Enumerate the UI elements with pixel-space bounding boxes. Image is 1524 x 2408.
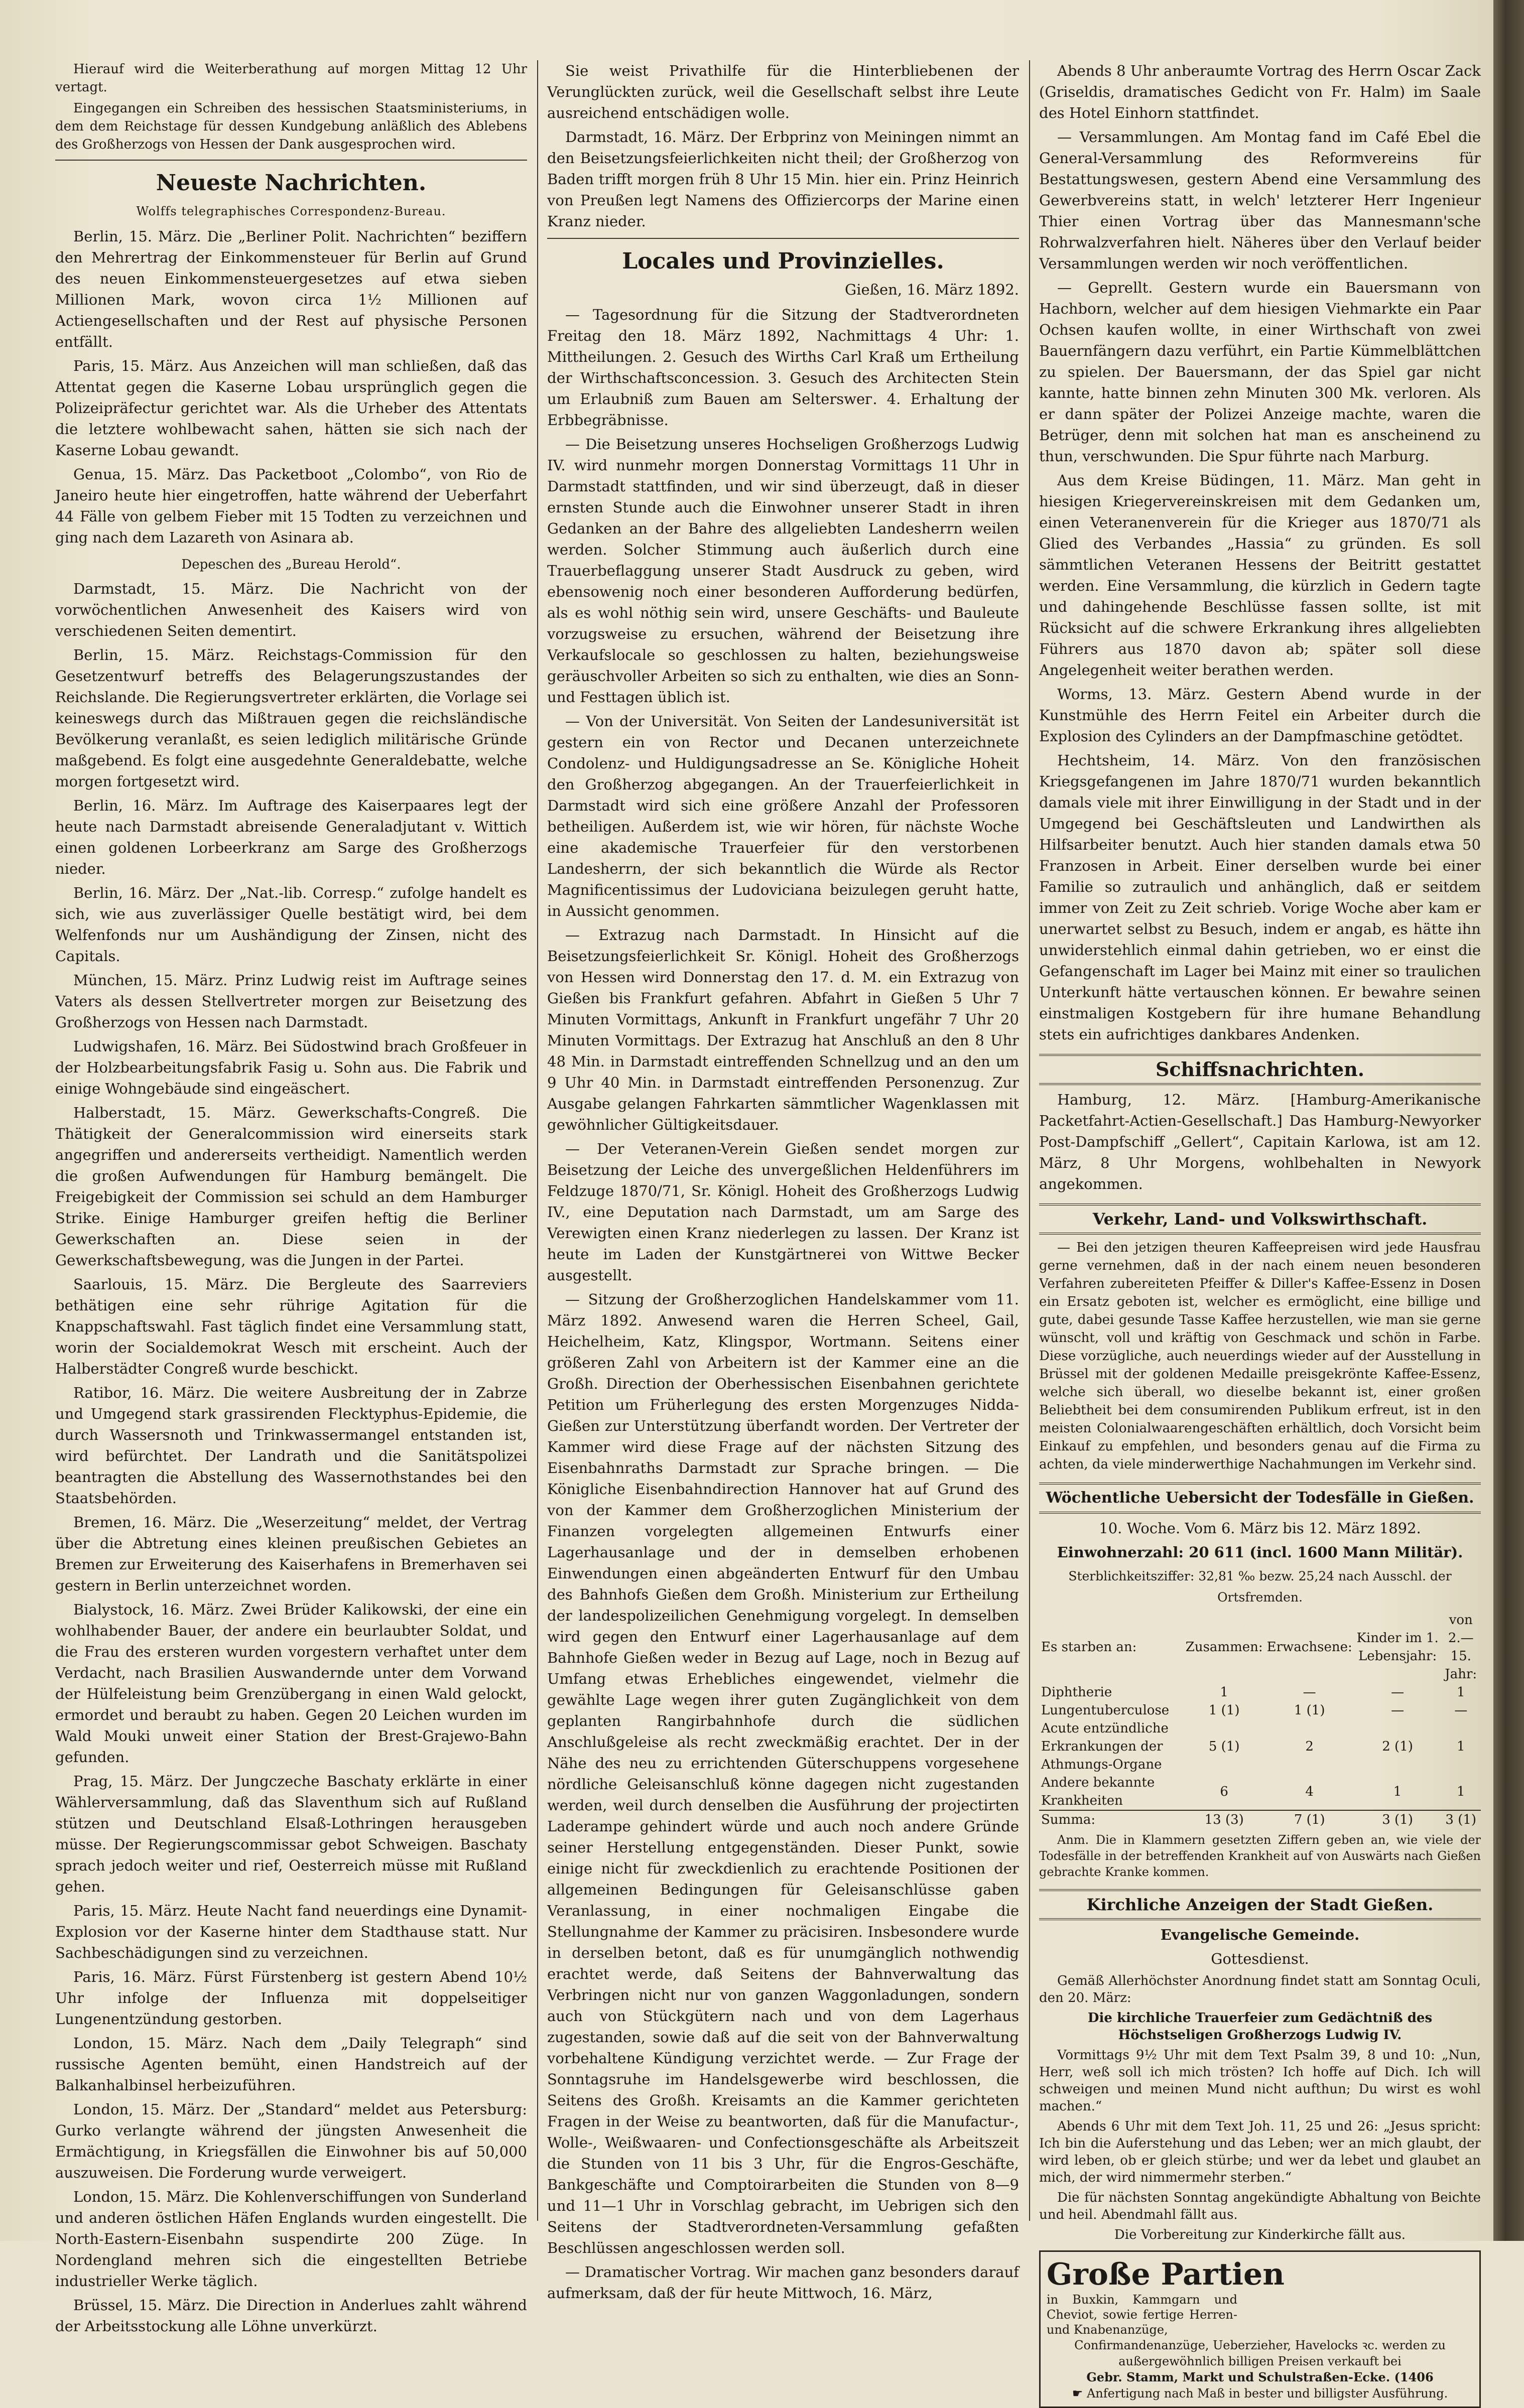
section-heading: Schiffsnachrichten. xyxy=(1039,1054,1481,1085)
table-cell: 6 xyxy=(1220,1784,1228,1799)
news-item: — Bei den jetzigen theuren Kaffeepreisen wird jede Hausfrau gerne vernehmen, daß in der nach einem neuen besonderen Verfahren zubereiteten Pfeiffer & Diller's Kaffee-Essenz in Dosen ein Ersatz geboten ist, welcher es ermöglicht, eine billige und gute, dabei gesunde Tasse Kaffee herzustellen, wie man sie gerne wünscht, voll und kräftig von Geschmack und schön in Farbe. Diese vorzügliche, auch neuerdings wieder auf der Ausstellung in Brüssel mit der goldenen Medaille preisgekrönte Kaffee-Essenz, welche sich überall, wo dieselbe bekannt ist, einer großen Beliebtheit bei dem consumirenden Publikum erfreut, ist in den meisten Colonialwaarengeschäften erhältlich, doch Vorsicht beim Einkauf zu empfehlen, und besonders genau auf die Firma zu achten, da viele minderwerthige Nachahmungen im Verkehr sind. xyxy=(1039,1240,1481,1472)
church-line: Die kirchliche Trauerfeier zum Gedächtniß des Höchstseligen Großherzogs Ludwig IV. xyxy=(1087,2011,1433,2043)
advertisement xyxy=(1039,2250,1481,2408)
news-item: — Von der Universität. Von Seiten der Landesuniversität ist gestern ein von Rector und Decanen unterzeichnete Condolenz- und Huldigungsadresse an Se. Königliche Hoheit den Großherzog abgegangen. An der Trauerfeierlichkeit in Darmstadt wird sich eine größere Anzahl der Professoren betheiligen. Außerdem ist, wie wir hören, für nächste Woche eine akademische Trauerfeier für den verstorbenen Landesherrn, der sich bekanntlich die Würde als Rector Magnificentissimus der Ludoviciana beizulegen geruht hatte, in Aussicht genommen. xyxy=(547,713,1019,919)
news-item: — Geprellt. Gestern wurde ein Bauersmann von Hachborn, welcher auf dem hiesigen Viehmarkte ein Paar Ochsen kaufen wollte, in einer Wirthschaft von zwei Bauernfängern dazu verführt, ein Partie Kümmelblättchen zu spielen. Der Bauersmann, der das Spiel gar nicht kannte, hatte binnen zehn Minuten 300 Mk. verloren. Als er dann später der Polizei Anzeige machte, waren die Betrüger, denn mit solchen hat man es anscheinend zu thun, verschwunden. Die Spur führte nach Marburg. xyxy=(1039,279,1481,465)
divider xyxy=(55,160,527,161)
dateline: Gießen, 16. März 1892. xyxy=(845,281,1019,298)
news-item: London, 15. März. Nach dem „Daily Telegraph“ sind russische Agenten bemüht, einen Handstreich auf der Balkanhalbinsel herbeizuführen. xyxy=(55,2035,527,2094)
section-heading: Neueste Nachrichten. xyxy=(156,170,427,196)
news-item: — Versammlungen. Am Montag fand im Café Ebel die General-Versammlung des Reformvereins für Bestattungswesen, gestern Abend eine Versammlung des Gewerbvereins statt, in welch' letzterer Herr Ingenieur Thier einen Vortrag über das Mannesmann'sche Rohrwalzverfahren hielt. Näheres über den Verlauf beider Versammlungen werden wir noch veröffentlichen. xyxy=(1039,128,1481,272)
news-item: London, 15. März. Der „Standard“ meldet aus Petersburg: Gurko verlangte während der jüngsten Anwesenheit die Ermächtigung, in Kriegsfällen die Einwohner bis auf 50,000 auszuweisen. Die Forderung wurde verweigert. xyxy=(55,2101,527,2181)
table-cell: — xyxy=(1391,1703,1405,1718)
news-item: — Die Beisetzung unseres Hochseligen Großherzogs Ludwig IV. wird nunmehr morgen Donnerstag Vormittags 11 Uhr in Darmstadt stattfinden, und wir sind überzeugt, daß in dieser ernsten Stunde auch die Einwohner unserer Stadt in ihren Gedanken an der Bahre des allgeliebten Landesherrn weilen werden. Solcher Stimmung auch äußerlich durch eine Trauerbeflaggung unserer Stadt Ausdruck zu geben, wird ebensowenig noch einer besonderen Aufforderung bedürfen, als es wohl nöthig sein wird, unsere Geschäfts- und Bauleute vorzugsweise zu ersuchen, während der Beisetzung ihre Verkaufslocale so geschlossen zu halten, beziehungsweise geräuschvoller Arbeiten so sich zu enthalten, wie dies an Sonn- und Festtagen üblich ist. xyxy=(547,436,1019,706)
table-cell: 1 xyxy=(1456,1739,1465,1754)
news-item: London, 15. März. Die Kohlenverschiffungen von Sunderland und anderen östlichen Häfen Englands wurden eingestellt. Die North-Eastern-Eisenbahn suspendirte 200 Züge. In Nordengland mehren sich die eingestellten Betriebe industrieller Werke täglich. xyxy=(55,2188,527,2290)
table-cell: 4 xyxy=(1305,1784,1314,1799)
table-cell: 2 (1) xyxy=(1382,1739,1413,1754)
table-cell: Andere bekannte Krankheiten xyxy=(1041,1775,1155,1808)
column-rule xyxy=(537,60,538,2221)
church-line: Vormittags 9½ Uhr mit dem Text Psalm 39, 8 und 10: „Nun, Herr, weß soll ich mich trösten? Ich hoffe auf Dich. Ich will schweigen und meinen Mund nicht aufthun; Du wirst es wohl machen.“ xyxy=(1039,2048,1481,2114)
table-cell: Acute entzündliche Erkrankungen der Athmungs-Organe xyxy=(1041,1721,1169,1772)
news-item: Paris, 16. März. Fürst Fürstenberg ist gestern Abend 10½ Uhr infolge der Influenza mit doppelseitiger Lungenentzündung gestorben. xyxy=(55,1968,527,2028)
ad-footer xyxy=(1047,2385,1473,2401)
service-title: Gottesdienst. xyxy=(1211,1950,1309,1967)
news-item: Hechtsheim, 14. März. Von den französischen Kriegsgefangenen im Jahre 1870/71 wurden bekanntlich damals viele mit ihrer Einwilligung in der Stadt und in der Umgegend bei Geschäftsleuten und Landwirthen als Hilfsarbeiter benutzt. Auch hier standen damals etwa 50 Franzosen in Arbeit. Einer derselben wurde bei einer Familie so zutraulich und anhänglich, daß er seitdem immer von Zeit zu Zeit schrieb. Vorige Woche aber kam er unerwartet selbst zu Besuch, indem er angab, es hätte ihn unwiderstehlich einmal dahin getrieben, wo er einst die Gefangenschaft im Lager bei Mainz mit einer so traulichen Unterkunft hätte vertauschen können. Er bewahre seinen einstmaligen Kostgebern für ihre humane Behandlung stets ein aufrichtiges dankbares Andenken. xyxy=(1039,752,1481,1043)
paragraph: Hierauf wird die Weiterberathung auf morgen Mittag 12 Uhr vertagt. xyxy=(55,62,527,95)
news-item: Prag, 15. März. Der Jungczeche Baschaty erklärte in einer Wählerversammlung, daß das Slaventhum sich auf Rußland stützen und Deutschland Elsaß-Lothringen herausgeben müsse. Der Regierungscommissar gebot Schweigen. Baschaty sprach jedoch weiter und rief, Oesterreich müsse mit Rußland gehen. xyxy=(55,1773,527,1895)
news-item: Bialystock, 16. März. Zwei Brüder Kalikowski, der eine ein wohlhabender Bauer, der andere ein beurlaubter Soldat, und die Frau des ersteren wurden vorgestern verhaftet unter dem Verdacht, nach Brasilien Auswandernde unter dem Vorwand der Hülfeleistung beim Grenzübergang in einen Wald gelockt, ermordet und beraubt zu haben. Gegen 20 Leichen wurden im Wald Mouki unweit einer Station der Brest-Grajewo-Bahn gefunden. xyxy=(55,1601,527,1766)
table-cell: 5 (1) xyxy=(1208,1739,1240,1754)
table-cell: 3 (1) xyxy=(1382,1812,1413,1827)
news-item: Berlin, 16. März. Der „Nat.-lib. Corresp.“ zufolge handelt es sich, wie aus zuverlässiger Quelle bestätigt wird, bei dem Welfenfonds nur um Aushändigung der Zinsen, nicht des Capitals. xyxy=(55,884,527,965)
news-item: — Der Veteranen-Verein Gießen sendet morgen zur Beisetzung der Leiche des unvergeßlichen Heldenführers im Feldzuge 1870/71, Sr. Königl. Hoheit des Großherzogs Ludwig IV., eine Deputation nach Darmstadt, um am Sarge des Verewigten einen Kranz niederlegen zu lassen. Der Kranz ist heute im Laden der Kunstgärtnerei von Wittwe Becker ausgestellt. xyxy=(547,1140,1019,1284)
table-cell: — xyxy=(1391,1685,1405,1700)
column-2 xyxy=(547,60,1019,2302)
table-cell: Diphtherie xyxy=(1041,1685,1112,1700)
column-1 xyxy=(55,60,527,2335)
table-cell: 2 xyxy=(1305,1739,1314,1754)
table-row xyxy=(1039,1774,1481,1810)
news-item: Genua, 15. März. Das Packetboot „Colombo“, von Rio de Janeiro heute hier eingetroffen, hatte während der Ueberfahrt 44 Fälle von gelbem Fieber mit 15 Todten zu verzeichnen und ging nach dem Lazareth von Asinara ab. xyxy=(55,466,527,546)
table-header: Es starben an: xyxy=(1041,1640,1137,1655)
table-cell: 1 (1) xyxy=(1208,1703,1240,1718)
table-cell: 3 (1) xyxy=(1445,1812,1477,1827)
news-item: — Sitzung der Großherzoglichen Handelskammer vom 11. März 1892. Anwesend waren die Herren Scheel, Gail, Heichelheim, Katz, Klingspor, Wortmann. Seitens einer größeren Zahl von Arbeitern ist der Kammer eine an die Großh. Direction der Oberhessischen Eisenbahnen gerichtete Petition um Früherlegung des ersten Morgenzuges Nidda-Gießen zur Unterstützung überfandt worden. Der Vertreter der Kammer wird diese Frage auf der nächsten Sitzung des Eisenbahnraths Darmstadt zur Sprache bringen. — Die Königliche Eisenbahndirection Hannover hat auf Grund des von der Kammer dem Großherzoglichen Ministerium der Finanzen vorgelegten allgemeinen Entwurfs einer Lagerhausanlage und der in demselben erhobenen Einwendungen einen abgeänderten Entwurf für den Umbau des Bahnhofs Gießen dem Großh. Ministerium zur Ertheilung der landespolizeilichen Genehmigung vorgelegt. In demselben wird gegen den Entwurf einer Lagerhausanlage auf dem Bahnhofe Gießen weder in Bezug auf Lage, noch in Bezug auf Umfang etwas Erhebliches eingewendet, vielmehr die gewählte Lage wegen ihrer guten Zugänglichkeit von dem geplanten Rangirbahnhofe durch die südlichen Anschlußgeleise als recht zweckmäßig erachtet. Der in der Nähe des neu zu errichtenden Güterschuppens vorgesehene nördliche Geleisanschluß könne dagegen nicht zugestanden werden, weil durch denselben die Ausführung der projectirten Laderampe gehindert würde und auch noch andere Gründe seiner Herstellung entgegenständen. Dieser Punkt, sowie einige nicht für zweckdienlich zu erachtende Positionen der allgemeinen Bedingungen für Geleisanschlüsse gaben Veranlassung, in einer nochmaligen Eingabe die Stellungnahme der Kammer zu präcisiren. Insbesondere wurde in derselben betont, daß es für unumgänglich nothwendig erachtet werde, daß Seitens der Bahnverwaltung das Verbringen nicht nur von ganzen Waggonladungen, sondern auch von Stückgütern nach und von dem Lagerhaus zugestanden, sowie daß auf die seit von der Bahnverwaltung vorbehaltene Kündigung verzichtet werde. — Zur Frage der Sonntagsruhe im Handelsgewerbe wird beschlossen, die Seitens des Großh. Kreisamts an die Kammer gerichteten Fragen in der Weise zu beantworten, daß für die Manufactur-, Wolle-, Weißwaaren- und Confectionsgeschäfte als Arbeitszeit die Stunden von 11 bis 3 Uhr, für die Engros-Geschäfte, Bankgeschäfte und Comptoirarbeiten die Stunden von 8—9 und 11—1 Uhr in Vorschlag gebracht, im Uebrigen sich den Seitens der Stadtverordneten-Versammlung gefaßten Beschlüssen angeschlossen werden soll. xyxy=(547,1291,1019,2256)
table-header: von 2.—15. Jahr: xyxy=(1445,1613,1477,1682)
table-cell: Lungentuberculose xyxy=(1041,1703,1170,1718)
column-rule xyxy=(1029,60,1030,2221)
ad-footer-text: Anfertigung nach Maß in bester und billigster Ausführung. xyxy=(1086,2386,1448,2400)
ad-title: Große Partien xyxy=(1047,2257,1285,2292)
table-cell: 1 (1) xyxy=(1294,1703,1325,1718)
population-line: Einwohnerzahl: 20 611 (incl. 1600 Mann Militär). xyxy=(1057,1544,1463,1561)
paragraph: Darmstadt, 16. März. Der Erbprinz von Meiningen nimmt an den Beisetzungsfeierlichkeiten nicht theil; der Großherzog von Baden trifft morgen früh 8 Uhr 15 Min. hier ein. Prinz Heinrich von Preußen legt Namens des Offiziercorps der Marine einen Kranz nieder. xyxy=(547,128,1019,230)
news-item: München, 15. März. Prinz Ludwig reist im Auftrage seines Vaters als dessen Stellvertreter morgen zur Beisetzung des Großherzogs von Hessen nach Darmstadt. xyxy=(55,972,527,1031)
page-binding-edge xyxy=(1493,0,1524,2241)
table-header: Zusammen: xyxy=(1185,1640,1263,1655)
section-heading: Locales und Provinzielles. xyxy=(622,248,944,274)
mortality-line: Sterblichkeitsziffer: 32,81 ‰ bezw. 25,24 nach Ausschl. der Ortsfremden. xyxy=(1068,1569,1452,1604)
ad-body: Confirmandenanzüge, Ueberzieher, Havelocks ꝛc. werden zu außergewöhnlich billigen Preisen verkauft bei xyxy=(1074,2338,1446,2368)
news-item: — Dramatischer Vortrag. Wir machen ganz besonders darauf aufmerksam, daß der für heute Mittwoch, 16. März, xyxy=(547,2263,1019,2302)
table-cell: 1 xyxy=(1220,1685,1228,1700)
table-cell: — xyxy=(1303,1685,1316,1700)
table-row xyxy=(1039,1719,1481,1774)
news-item: Halberstadt, 15. März. Gewerkschafts-Congreß. Die Thätigkeit der Generalcommission wird einerseits stark angegriffen und andererseits vertheidigt. Namentlich werden die großen Aufwendungen für Hamburg bemängelt. Die Freigebigkeit der Commission sei schuld an dem Hamburger Strike. Einige Hamburger greifen heftig die Berliner Gewerkschaften an. Diese seien in der Gewerkschaftsbewegung, was die Jungen in der Partei. xyxy=(55,1104,527,1269)
section-subheading: Depeschen des „Bureau Herold“. xyxy=(181,557,401,572)
news-item: Bremen, 16. März. Die „Weserzeitung“ meldet, der Vertrag über die Abtretung eines kleinen preußischen Gebietes an Bremen zur Erweiterung des Kaiserhafens in Bremerhaven sei gestern in Berlin unterzeichnet worden. xyxy=(55,1514,527,1594)
table-header: Kinder im 1. Lebensjahr: xyxy=(1356,1631,1439,1664)
column-3 xyxy=(1039,60,1481,2400)
table-cell: 13 (3) xyxy=(1204,1812,1244,1827)
ad-firm: Gebr. Stamm, Markt und Schulstraßen-Ecke. (1406 xyxy=(1086,2370,1434,2384)
church-line: Gemäß Allerhöchster Anordnung findet statt am Sonntag Oculi, den 20. März: xyxy=(1039,1973,1481,2005)
news-item: Berlin, 15. März. Die „Berliner Polit. Nachrichten“ beziffern den Mehrertrag der Einkommensteuer für Berlin auf Grund des neuen Einkommensteuergesetzes auf etwa sieben Millionen Mark, wovon circa 1½ Millionen auf Actiengesellschaften und der Rest auf physische Personen entfällt. xyxy=(55,228,527,350)
news-item: Paris, 15. März. Aus Anzeichen will man schließen, daß das Attentat gegen die Kaserne Lobau ursprünglich gegen die Polizeipräfectur gerichtet war. Als die Urheber des Attentats die letztere wohlbewacht sahen, hätten sie sich nach der Kaserne Lobau gewandt. xyxy=(55,357,527,459)
table-cell: 1 xyxy=(1456,1784,1465,1799)
news-item: Hamburg, 12. März. [Hamburg-Amerikanische Packetfahrt-Actien-Gesellschaft.] Das Hamburg-Newyorker Post-Dampfschiff „Gellert“, Capitain Karlowa, ist am 12. März, 8 Uhr Morgens, wohlbehalten in Newyork angekommen. xyxy=(1039,1091,1481,1192)
news-item: Worms, 13. März. Gestern Abend wurde in der Kunstmühle des Herrn Feitel ein Arbeiter durch die Explosion des Cylinders an der Dampfmaschine getödtet. xyxy=(1039,686,1481,745)
deaths-table xyxy=(1039,1611,1481,1829)
divider xyxy=(547,238,1019,239)
ad-side-text: in Buxkin, Kammgarn und Cheviot, sowie fertige Herren- und Knabenanzüge, xyxy=(1047,2293,1237,2337)
community-title: Evangelische Gemeinde. xyxy=(1160,1926,1360,1943)
news-item: Berlin, 15. März. Reichstags-Commission für den Gesetzentwurf betreffs des Belagerungszustandes der Reichslande. Die Regierungsvertreter erklärten, die Vorlage sei keineswegs durch das Mißtrauen gegen die reichsländische Bevölkerung veranlaßt, es seien lediglich militärische Gründe maßgebend. Es folgt eine ausgedehnte Generaldebatte, welche morgen fortgesetzt wird. xyxy=(55,646,527,790)
table-cell: 1 xyxy=(1456,1685,1465,1700)
table-cell: 7 (1) xyxy=(1294,1812,1325,1827)
table-row xyxy=(1039,1683,1481,1701)
table-cell: Summa: xyxy=(1041,1812,1096,1827)
section-heading: Verkehr, Land- und Volkswirthschaft. xyxy=(1039,1203,1481,1235)
table-row xyxy=(1039,1701,1481,1719)
church-line: Abends 6 Uhr mit dem Text Joh. 11, 25 und 26: „Jesus spricht: Ich bin die Auferstehung und das Leben; wer an mich glaubt, der wird leben, ob er gleich stürbe; und wer da lebet und glaubet an mich, der wird nimmermehr sterben.“ xyxy=(1039,2119,1481,2185)
section-heading: Kirchliche Anzeigen der Stadt Gießen. xyxy=(1039,1889,1481,1920)
news-item: Berlin, 16. März. Im Auftrage des Kaiserpaares legt der heute nach Darmstadt abreisende Generaladjutant v. Wittich einen goldenen Lorbeerkranz am Sarge des Großherzogs nieder. xyxy=(55,797,527,877)
table-cell: — xyxy=(1454,1703,1468,1718)
pointing-hand-icon: ☛ xyxy=(1072,2386,1087,2400)
table-cell: 1 xyxy=(1393,1784,1402,1799)
paragraph: Sie weist Privathilfe für die Hinterbliebenen der Verunglückten zurück, weil die Gesellschaft selbst ihre Leute ausreichend entschädigen wolle. xyxy=(547,62,1019,121)
news-item: Darmstadt, 15. März. Die Nachricht von der vorwöchentlichen Anwesenheit des Kaisers wird von verschiedenen Seiten dementirt. xyxy=(55,580,527,639)
church-line: Die Vorbereitung zur Kinderkirche fällt aus. xyxy=(1114,2227,1406,2242)
section-subheading: Wolffs telegraphisches Correspondenz-Bureau. xyxy=(136,204,446,218)
table-note: Anm. Die in Klammern gesetzten Ziffern geben an, wie viele der Todesfälle in der betreffenden Krankheit auf von Auswärts nach Gießen gebrachte Kranke kommen. xyxy=(1039,1833,1481,1879)
news-item: Ratibor, 16. März. Die weitere Ausbreitung der in Zabrze und Umgegend stark grassirenden Flecktyphus-Epidemie, die durch Wassersnoth und Trinkwassermangel entstanden ist, wird befürchtet. Der Landrath und die Sanitätspolizei beantragten die Abstellung des Wassernothstandes bei den Staatsbehörden. xyxy=(55,1384,527,1507)
table-sum-row xyxy=(1039,1810,1481,1829)
news-item: Brüssel, 15. März. Die Direction in Anderlues zahlt während der Arbeitsstockung alle Löhne unverkürzt. xyxy=(55,2297,527,2335)
news-item: Abends 8 Uhr anberaumte Vortrag des Herrn Oscar Zack (Griseldis, dramatisches Gedicht von Fr. Halm) im Saale des Hotel Einhorn stattfindet. xyxy=(1039,62,1481,121)
news-item: — Extrazug nach Darmstadt. In Hinsicht auf die Beisetzungsfeierlichkeit Sr. Königl. Hoheit des Großherzogs von Hessen wird Donnerstag den 17. d. M. ein Extrazug von Gießen bis Frankfurt gefahren. Abfahrt in Gießen 5 Uhr 7 Minuten Vormittags, Ankunft in Frankfurt ungefähr 7 Uhr 20 Minuten Vormittags. Der Extrazug hat Anschluß an den 8 Uhr 48 Min. in Darmstadt eintreffenden Schnellzug und an den um 9 Uhr 40 Min. in Darmstadt eintreffenden Personenzug. Zur Ausgabe gelangen Fahrkarten sämmtlicher Wagenklassen mit gewöhnlicher Gültigkeitsdauer. xyxy=(547,926,1019,1133)
news-item: Aus dem Kreise Büdingen, 11. März. Man geht in hiesigen Kriegervereinskreisen mit dem Gedanken um, einen Veteranenverein für die Krieger aus 1870/71 als Glied des Verbandes „Hassia“ zu gründen. Es soll sämmtlichen Veteranen Hessens der Beitritt gestattet werden. Eine Versammlung, die kürzlich in Gedern tagte und dahingehende Beschlüsse fassen sollte, ist mit Rücksicht auf die schwere Erkrankung ihres allgeliebten Führers aus 1870 davon ab; später soll diese Angelegenheit weiter berathen werden. xyxy=(1039,472,1481,679)
paragraph: Eingegangen ein Schreiben des hessischen Staatsministeriums, in dem dem Reichstage für dessen Kundgebung anläßlich des Ablebens des Großherzogs von Hessen der Dank ausgesprochen wird. xyxy=(55,101,527,152)
news-item: Paris, 15. März. Heute Nacht fand neuerdings eine Dynamit-Explosion vor der Kaserne hinter dem Stadthause statt. Nur Sachbeschädigungen sind zu verzeichnen. xyxy=(55,1902,527,1961)
church-line: Die für nächsten Sonntag angekündigte Abhaltung von Beichte und heil. Abendmahl fällt aus. xyxy=(1039,2190,1481,2222)
table-header: Erwachsene: xyxy=(1266,1640,1352,1655)
section-heading: Wöchentliche Uebersicht der Todesfälle in Gießen. xyxy=(1039,1483,1481,1514)
news-item: Ludwigshafen, 16. März. Bei Südostwind brach Großfeuer in der Holzbearbeitungsfabrik Fasig u. Sohn aus. Die Fabrik und einige Wohngebäude sind eingeäschert. xyxy=(55,1038,527,1097)
table-header-row xyxy=(1039,1611,1481,1683)
news-item: Saarlouis, 15. März. Die Bergleute des Saarreviers bethätigen eine sehr rührige Agitation für die Knappschaftswahl. Fast täglich findet eine Versammlung statt, worin der Socialdemokrat Wesch mit erscheint. Auch der Halberstädter Congreß wurde beschickt. xyxy=(55,1276,527,1377)
week-line: 10. Woche. Vom 6. März bis 12. März 1892. xyxy=(1099,1520,1421,1537)
news-item: — Tagesordnung für die Sitzung der Stadtverordneten Freitag den 18. März 1892, Nachmittags 4 Uhr: 1. Mittheilungen. 2. Gesuch des Wirths Carl Kraß um Ertheilung der Wirthschaftsconcession. 3. Gesuch des Architecten Stein um Erlaubniß zum Bauen am Selterswег. 4. Erhaltung der Erbbegräbnisse. xyxy=(547,306,1019,429)
